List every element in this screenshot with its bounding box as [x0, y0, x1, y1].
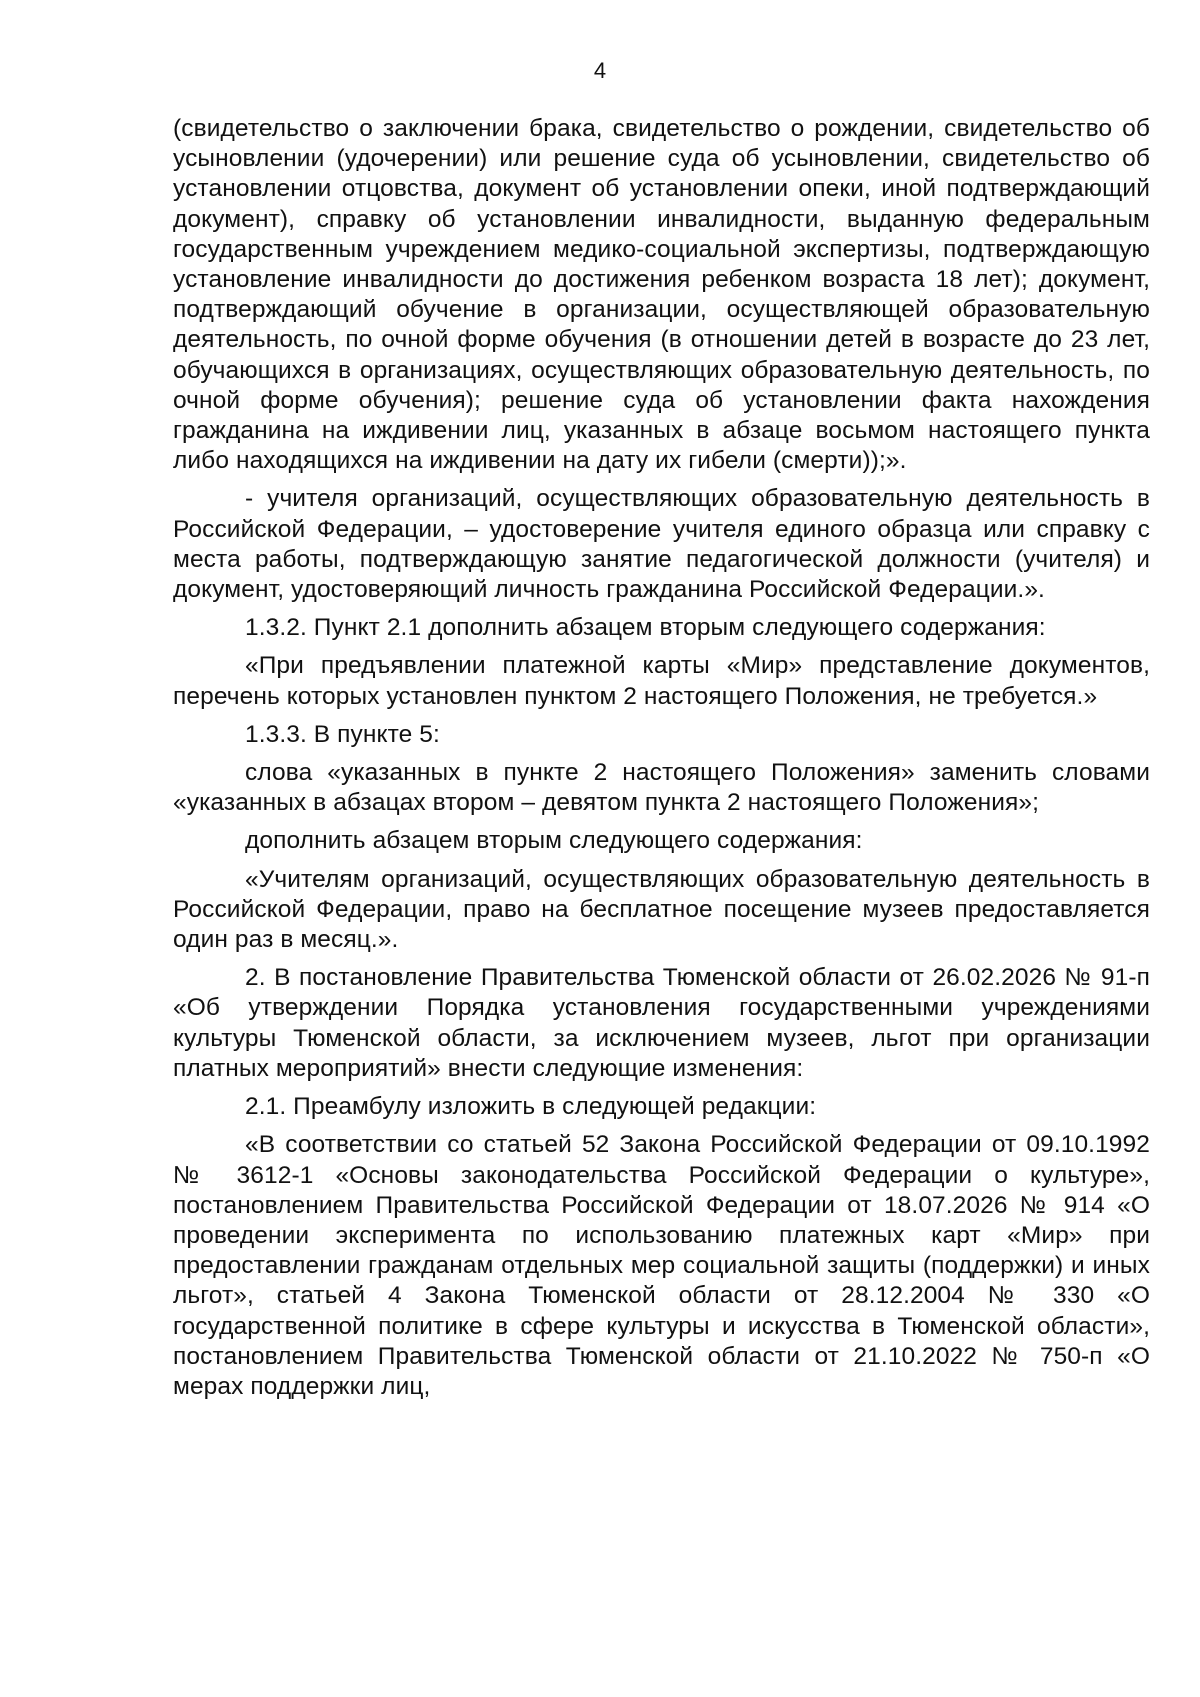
paragraph-item-1-3-2: 1.3.2. Пункт 2.1 дополнить абзацем вторым следующего содержания:	[245, 614, 1046, 642]
paragraph-item-2: 2. В постановление Правительства Тюменской области от 26.02.2026 № 91-п «Об утверждении Порядка установления государственными учреждениями культуры Тюменской области, за исключением музеев, льгот при организации платных мероприятий» внести следующие изменения:	[173, 964, 1150, 1082]
paragraph-preamble-quote: «В соответствии со статьей 52 Закона Российской Федерации от 09.10.1992 № 3612-1 «Основы законодательства Российской Федерации о культуре», постановлением Правительства Российской Федерации от 18.07.2026 № 914 «О проведении эксперимента по использованию платежных карт «Мир» при предоставлении гражданам отдельных мер социальной защиты (поддержки) и иных льгот», статьей 4 Закона Тюменской области от 28.12.2004 № 330 «О государственной политике в сфере культуры и искусства в Тюменской области», постановлением Правительства Тюменской области от 21.10.2022 № 750-п «О мерах поддержки лиц,	[173, 1131, 1150, 1400]
page-number: 4	[593, 58, 607, 83]
paragraph-item-2-1: 2.1. Преамбулу изложить в следующей редакции:	[245, 1093, 817, 1121]
document-body	[173, 114, 1150, 1410]
paragraph-teachers-documents: - учителя организаций, осуществляющих образовательную деятельность в Российской Федерации, – удостоверение учителя единого образца или справку с места работы, подтверждающую занятие педагогической должности (учителя) и документ, удостоверяющий личность гражданина Российской Федерации.».	[173, 485, 1150, 604]
paragraph-replace-words: слова «указанных в пункте 2 настоящего Положения» заменить словами «указанных в абзацах втором – девятом пункта 2 настоящего Положения»;	[173, 759, 1150, 817]
paragraph-add-second-paragraph: дополнить абзацем вторым следующего содержания:	[245, 827, 863, 855]
paragraph-mir-card-quote: «При предъявлении платежной карты «Мир» представление документов, перечень которых установлен пунктом 2 настоящего Положения, не требуется.»	[173, 652, 1150, 710]
paragraph-item-1-3-3: 1.3.3. В пункте 5:	[245, 720, 440, 748]
paragraph-continuation-documents-list: (свидетельство о заключении брака, свидетельство о рождении, свидетельство об усыновлении (удочерении) или решение суда об усыновлении, свидетельство об установлении отцовства, документ об установлении опеки, иной подтверждающий документ), справку об установлении инвалидности, выданную федеральным государственным учреждением медико-социальной экспертизы, подтверждающую установление инвалидности до достижения ребенком возраста 18 лет); документ, подтверждающий обучение в организации, осуществляющей образовательную деятельность, по очной форме обучения (в отношении детей в возрасте до 23 лет, обучающихся в организациях, осуществляющих образовательную деятельность, по очной форме обучения); решение суда об установлении факта нахождения гражданина на иждивении лиц, указанных в абзаце восьмом настоящего пункта либо находящихся на иждивении на дату их гибели (смерти));».	[173, 115, 1150, 475]
paragraph-teachers-free-visit: «Учителям организаций, осуществляющих образовательную деятельность в Российской Федерации, право на бесплатное посещение музеев предоставляется один раз в месяц.».	[173, 865, 1150, 954]
